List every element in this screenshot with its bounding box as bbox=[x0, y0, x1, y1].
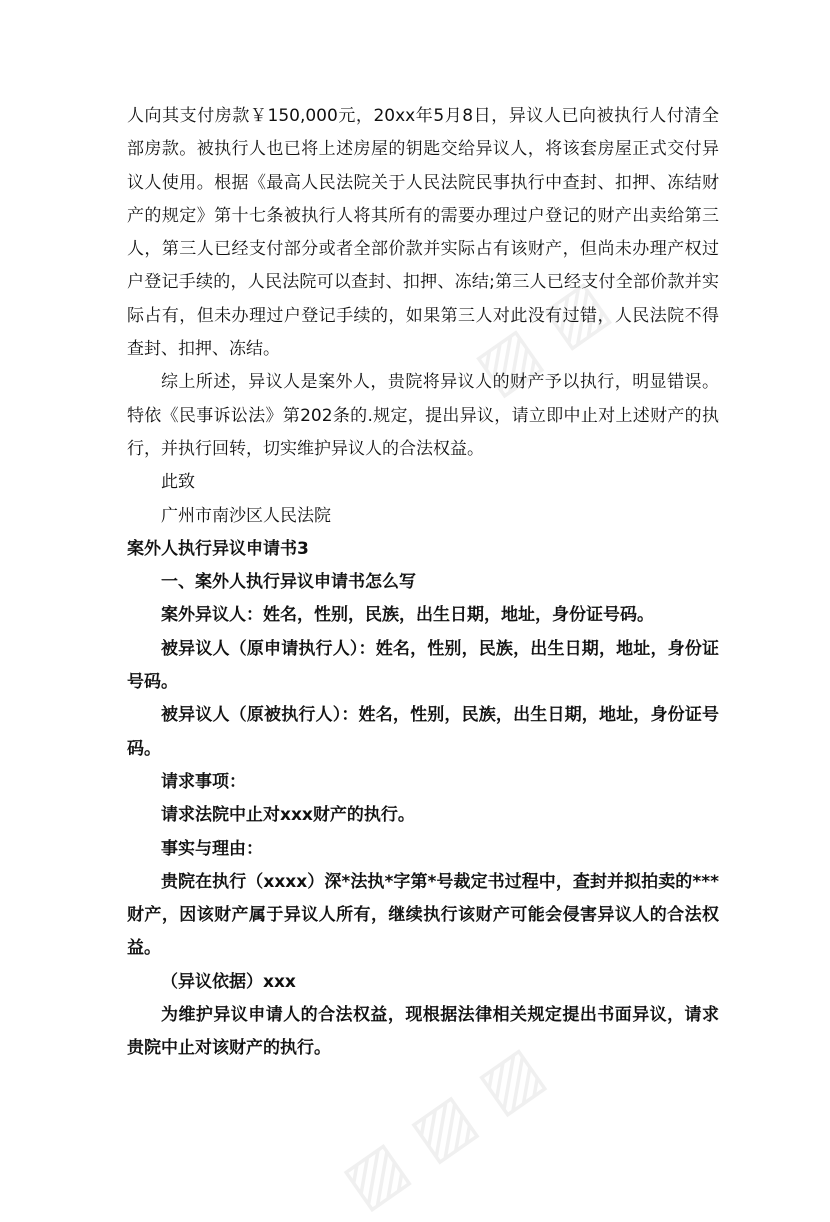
watermark-mark: ▨ ▨ bbox=[461, 265, 622, 409]
request-heading: 请求事项： bbox=[161, 771, 246, 792]
section-subtitle: 一、案外人执行异议申请书怎么写 bbox=[161, 572, 416, 593]
basis-line: （异议依据）xxx bbox=[161, 971, 296, 992]
party-line: 案外异议人：姓名，性别，民族，出生日期，地址，身份证号码。 bbox=[161, 605, 654, 626]
request-line: 请求法院中止对xxx财产的执行。 bbox=[161, 805, 415, 826]
body-paragraph: 综上所述，异议人是案外人，贵院将异议人的财产予以执行，明显错误。特依《民事诉讼法》第202条的.规定，提出异议，请立即中止对上述财产的执行，并执行回转，切实维护异议人的合法权益。 bbox=[127, 372, 719, 459]
party-line: 被异议人（原被执行人）：姓名，性别，民族，出生日期，地址，身份证号码。 bbox=[127, 705, 719, 759]
closing-paragraph: 为维护异议申请人的合法权益，现根据法律相关规定提出书面异议，请求贵院中止对该财产的执行。 bbox=[127, 1005, 719, 1059]
section-title: 案外人执行异议申请书3 bbox=[127, 538, 309, 559]
reason-paragraph: 贵院在执行（xxxx）深*法执*字第*号裁定书过程中，查封并拟拍卖的***财产，因该财产属于异议人所有，继续执行该财产可能会侵害异议人的合法权益。 bbox=[127, 871, 719, 959]
salutation: 此致 bbox=[161, 472, 195, 493]
party-line: 被异议人（原申请执行人）：姓名，性别，民族，出生日期，地址，身份证号码。 bbox=[127, 638, 719, 693]
court-name: 广州市南沙区人民法院 bbox=[161, 505, 331, 526]
watermark-mark: ▨ ▨ ▨ bbox=[329, 1031, 557, 1222]
reason-heading: 事实与理由： bbox=[161, 838, 263, 859]
document-body bbox=[127, 100, 719, 1066]
body-paragraph: 人向其支付房款￥150,000元，20xx年5月8日，异议人已向被执行人付清全部房款。被执行人也已将上述房屋的钥匙交给异议人，将该套房屋正式交付异议人使用。根据《最高人民法院关于人民法院民事执行中查封、扣押、冻结财产的规定》第十七条被执行人将其所有的需要办理过户登记的财产出卖给第三人，第三人已经支付部分或者全部价款并实际占有该财产，但尚未办理产权过户登记手续的，人民法院可以查封、扣押、冻结;第三人已经支付全部价款并实际占有，但未办理过户登记手续的，如果第三人对此没有过错，人民法院不得查封、扣押、冻结。 bbox=[127, 106, 719, 360]
